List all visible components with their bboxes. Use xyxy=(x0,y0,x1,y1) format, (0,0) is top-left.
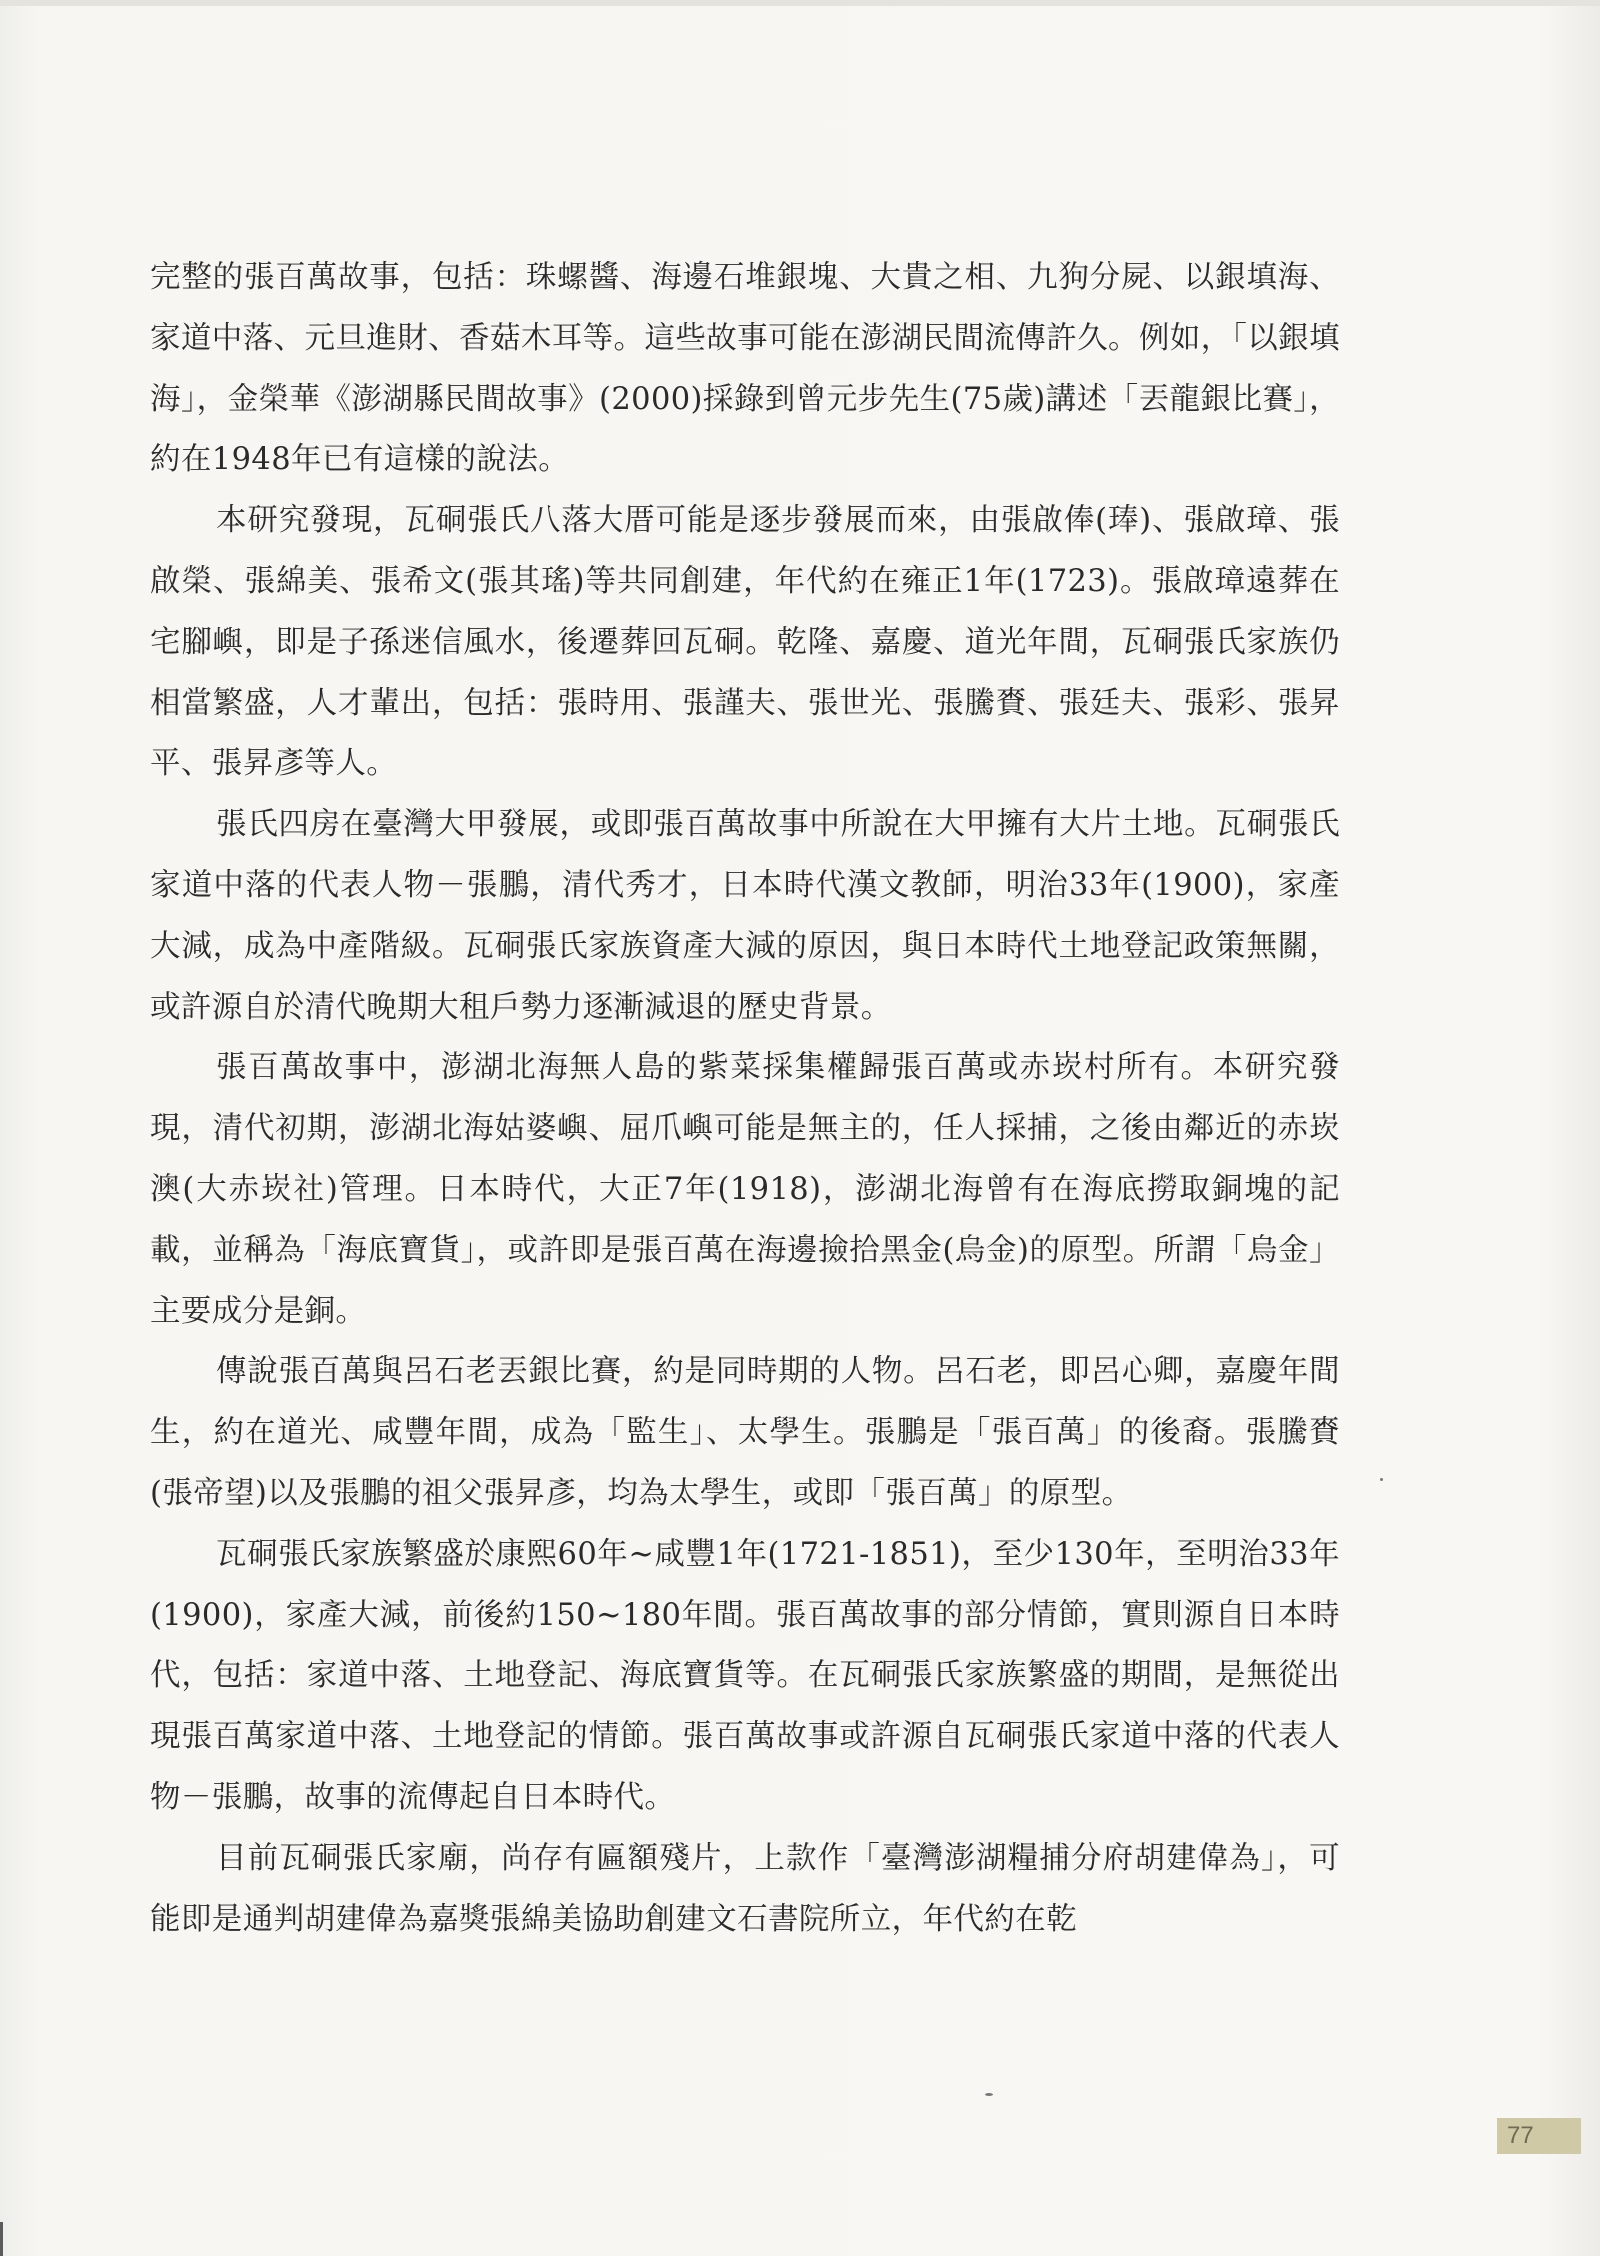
paragraph-4: 張百萬故事中，澎湖北海無人島的紫菜採集權歸張百萬或赤崁村所有。本研究發現，清代初期，澎湖北海姑婆嶼、屈爪嶼可能是無主的，任人採捕，之後由鄰近的赤崁澳(大赤崁社)管理。日本時代，大正7年(1918)，澎湖北海曾有在海底撈取銅塊的記載，並稱為「海底寶貨」，或許即是張百萬在海邊撿拾黑金(烏金)的原型。所謂「烏金」主要成分是銅。 xyxy=(150,1050,1340,1329)
paragraph-5: 傳說張百萬與呂石老丟銀比賽，約是同時期的人物。呂石老，即呂心卿，嘉慶年間生，約在道光、咸豐年間，成為「監生」、太學生。張鵬是「張百萬」的後裔。張騰賚(張帝望)以及張鵬的祖父張昇彥，均為太學生，或即「張百萬」的原型。 xyxy=(150,1354,1340,1511)
paragraph-6: 瓦硐張氏家族繁盛於康熙60年~咸豐1年(1721-1851)，至少130年，至明治33年(1900)，家產大減，前後約150~180年間。張百萬故事的部分情節，實則源自日本時代，包括：家道中落、土地登記、海底寶貨等。在瓦硐張氏家族繁盛的期間，是無從出現張百萬家道中落、土地登記的情節。張百萬故事或許源自瓦硐張氏家道中落的代表人物－張鵬，故事的流傳起自日本時代。 xyxy=(150,1536,1340,1815)
page-number: 77 xyxy=(1497,2118,1581,2154)
body-text xyxy=(150,248,1340,1950)
scan-speck xyxy=(985,2093,993,2096)
paragraph-1: 完整的張百萬故事，包括：珠螺醬、海邊石堆銀塊、大貴之相、九狗分屍、以銀填海、家道中落、元旦進財、香菇木耳等。這些故事可能在澎湖民間流傳許久。例如，「以銀填海」，金榮華《澎湖縣民間故事》(2000)採錄到曾元步先生(75歲)講述「丟龍銀比賽」，約在1948年已有這樣的說法。 xyxy=(150,260,1340,478)
page-left-edge-mark xyxy=(0,2222,3,2256)
paragraph-7: 目前瓦硐張氏家廟，尚存有匾額殘片，上款作「臺灣澎湖糧捕分府胡建偉為」，可能即是通判胡建偉為嘉獎張綿美協助創建文石書院所立，年代約在乾 xyxy=(150,1840,1340,1937)
paragraph-2: 本研究發現，瓦硐張氏八落大厝可能是逐步發展而來，由張啟俸(琫)、張啟璋、張啟榮、張綿美、張希文(張其瑤)等共同創建，年代約在雍正1年(1723)。張啟璋遠葬在宅腳嶼，即是子孫迷信風水，後遷葬回瓦硐。乾隆、嘉慶、道光年間，瓦硐張氏家族仍相當繁盛，人才輩出，包括：張時用、張謹夫、張世光、張騰賚、張廷夫、張彩、張昇平、張昇彥等人。 xyxy=(150,503,1340,782)
scan-speck xyxy=(1380,1478,1383,1481)
page-top-edge xyxy=(0,0,1600,6)
paragraph-3: 張氏四房在臺灣大甲發展，或即張百萬故事中所說在大甲擁有大片土地。瓦硐張氏家道中落的代表人物－張鵬，清代秀才，日本時代漢文教師，明治33年(1900)，家產大減，成為中產階級。瓦硐張氏家族資產大減的原因，與日本時代土地登記政策無關，或許源自於清代晚期大租戶勢力逐漸減退的歷史背景。 xyxy=(150,807,1340,1025)
